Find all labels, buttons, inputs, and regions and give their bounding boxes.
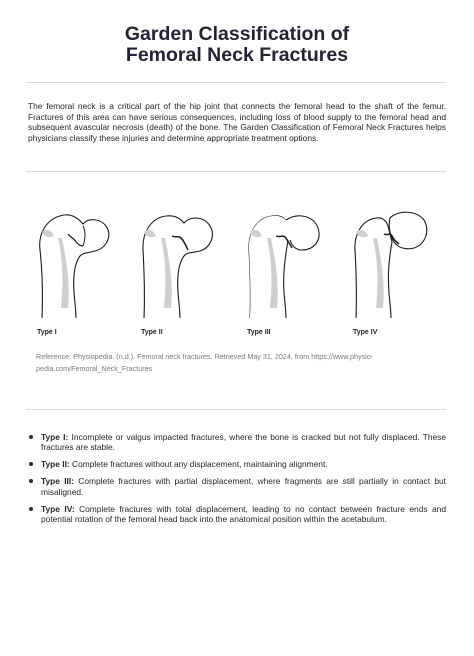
figure-type-1 xyxy=(28,208,123,338)
title-line-2: Femoral Neck Fractures xyxy=(125,44,349,66)
figure-type-4 xyxy=(344,208,439,338)
femur-type-3-illustration xyxy=(238,208,333,328)
bullet-icon xyxy=(29,507,33,511)
femur-type-1-illustration xyxy=(28,208,123,328)
type-description: Incomplete or valgus impacted fractures, where the bone is cracked but not fully displaced. These fractures are stable. xyxy=(41,432,446,453)
type-term: Type II: xyxy=(41,459,73,470)
bullet-icon xyxy=(29,462,33,466)
type-term: Type IV: xyxy=(41,503,80,514)
list-item-type-4 xyxy=(28,504,446,525)
intro-paragraph: The femoral neck is a critical part of the hip joint that connects the femoral head to the shaft of the femur. Fractures of this area can have serious consequences, including loss of blood supply to the femoral head and subsequent avascular necrosis (death) of the bone. The Garden Classification of Femoral Neck Fractures helps physicians classify these injuries and determine appropriate treatment options. xyxy=(28,101,446,143)
figure-label-type-4: Type IV xyxy=(353,329,378,336)
figure-type-3 xyxy=(238,208,333,338)
type-term: Type I: xyxy=(41,432,72,442)
type-description: Complete fractures without any displacement, maintaining alignment. xyxy=(72,459,328,470)
title-line-1: Garden Classification of xyxy=(124,23,350,45)
divider-top xyxy=(26,82,446,83)
type-description: Complete fractures with total displacement, leading to no contact between fracture ends and potential rotation of the femoral head back into the anatomical position within the acetabulum. xyxy=(41,503,446,524)
type-term: Type III: xyxy=(41,476,79,487)
divider-bottom xyxy=(26,409,446,410)
figure-label-type-3: Type III xyxy=(247,329,271,336)
bullet-icon xyxy=(29,479,33,483)
divider-middle xyxy=(26,171,446,172)
figure-type-2 xyxy=(132,208,227,338)
figure-label-type-1: Type I xyxy=(37,329,57,336)
list-item-type-3 xyxy=(28,476,446,497)
type-description: Complete fractures with partial displacement, where fragments are still partially in contact but misaligned. xyxy=(41,476,446,497)
fracture-figures xyxy=(28,208,448,338)
reference-citation: Reference: Physiopedia. (n.d.). Femoral neck fractures. Retrieved May 31, 2024, from https://www.physio-pedia.com/Femoral_Neck_Fractures xyxy=(36,352,374,373)
figure-label-type-2: Type II xyxy=(141,329,163,336)
femur-type-4-illustration xyxy=(344,208,439,328)
type-definitions-list xyxy=(28,432,446,531)
list-item-type-2 xyxy=(28,459,446,469)
list-item-type-1 xyxy=(28,432,446,453)
bullet-icon xyxy=(29,435,33,439)
page-title xyxy=(0,24,474,66)
femur-type-2-illustration xyxy=(132,208,227,328)
